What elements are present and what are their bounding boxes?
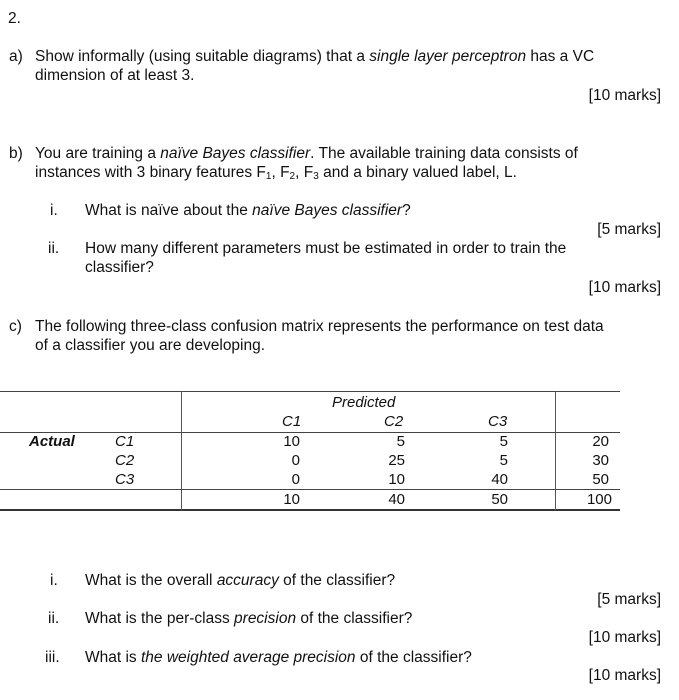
part-b-line2: instances with 3 binary features $F_1$, $F_2$, $F_3$ and a binary valued label, L. — [35, 164, 517, 182]
cell-r3-total: 50 — [592, 471, 609, 488]
total-c2: 40 — [388, 491, 405, 508]
cell-r2-c3: 5 — [499, 452, 508, 469]
total-c1: 10 — [283, 491, 300, 508]
part-b-i-label: i. — [50, 202, 58, 219]
col-header-c3: C3 — [488, 413, 508, 430]
table-divider-left — [181, 391, 182, 511]
part-c-ii-text: What is the per-class precision of the classifier? — [85, 610, 413, 627]
actual-header: Actual — [29, 433, 75, 450]
part-c-iii-text: What is the weighted average precision of the classifier? — [85, 649, 472, 666]
table-divider-right — [555, 391, 556, 511]
cell-r3-c2: 10 — [388, 471, 405, 488]
part-a-line2: dimension of at least 3. — [35, 67, 195, 84]
part-c-label: c) — [9, 318, 22, 335]
part-c-ii-marks: [10 marks] — [588, 629, 661, 646]
question-number: 2. — [8, 10, 21, 27]
table-bottom-rule — [0, 509, 620, 511]
total-c3: 50 — [491, 491, 508, 508]
cell-r1-total: 20 — [592, 433, 609, 450]
part-b-ii-label: ii. — [48, 240, 60, 257]
cell-r3-c1: 0 — [291, 471, 300, 488]
row-header-c1: C1 — [115, 433, 135, 450]
part-a-marks: [10 marks] — [588, 87, 661, 104]
table-body-rule — [0, 489, 620, 490]
part-b-i-marks: [5 marks] — [597, 221, 661, 238]
cell-r2-c2: 25 — [388, 452, 405, 469]
part-c-iii-label: iii. — [45, 649, 60, 666]
part-b-i-text: What is naïve about the naïve Bayes classifier? — [85, 202, 411, 219]
part-b-line1: You are training a naïve Bayes classifier. The available training data consists of — [35, 145, 578, 162]
part-c-i-marks: [5 marks] — [597, 591, 661, 608]
table-header-rule — [0, 432, 620, 433]
cell-r1-c3: 5 — [499, 433, 508, 450]
row-header-c3: C3 — [115, 471, 135, 488]
part-c-ii-label: ii. — [48, 610, 60, 627]
cell-r2-total: 30 — [592, 452, 609, 469]
grand-total: 100 — [586, 491, 612, 508]
confusion-matrix-table — [0, 391, 620, 511]
part-b-label: b) — [9, 145, 23, 162]
cell-r2-c1: 0 — [291, 452, 300, 469]
cell-r1-c1: 10 — [283, 433, 300, 450]
part-c-line1: The following three-class confusion matrix represents the performance on test data — [35, 318, 604, 335]
part-c-i-text: What is the overall accuracy of the classifier? — [85, 572, 396, 589]
col-header-c1: C1 — [282, 413, 302, 430]
part-c-i-label: i. — [50, 572, 58, 589]
cell-r3-c3: 40 — [491, 471, 508, 488]
part-b-ii-line1: How many different parameters must be estimated in order to train the — [85, 240, 567, 257]
part-c-iii-marks: [10 marks] — [588, 667, 661, 684]
part-a-label: a) — [9, 48, 23, 65]
part-b-ii-marks: [10 marks] — [588, 279, 661, 296]
part-a-line1: Show informally (using suitable diagrams) that a single layer perceptron has a VC — [35, 48, 595, 65]
part-b-ii-line2: classifier? — [85, 259, 154, 276]
row-header-c2: C2 — [115, 452, 135, 469]
predicted-header: Predicted — [332, 394, 396, 411]
col-header-c2: C2 — [384, 413, 404, 430]
table-top-rule — [0, 391, 620, 392]
cell-r1-c2: 5 — [396, 433, 405, 450]
part-c-line2: of a classifier you are developing. — [35, 337, 266, 354]
